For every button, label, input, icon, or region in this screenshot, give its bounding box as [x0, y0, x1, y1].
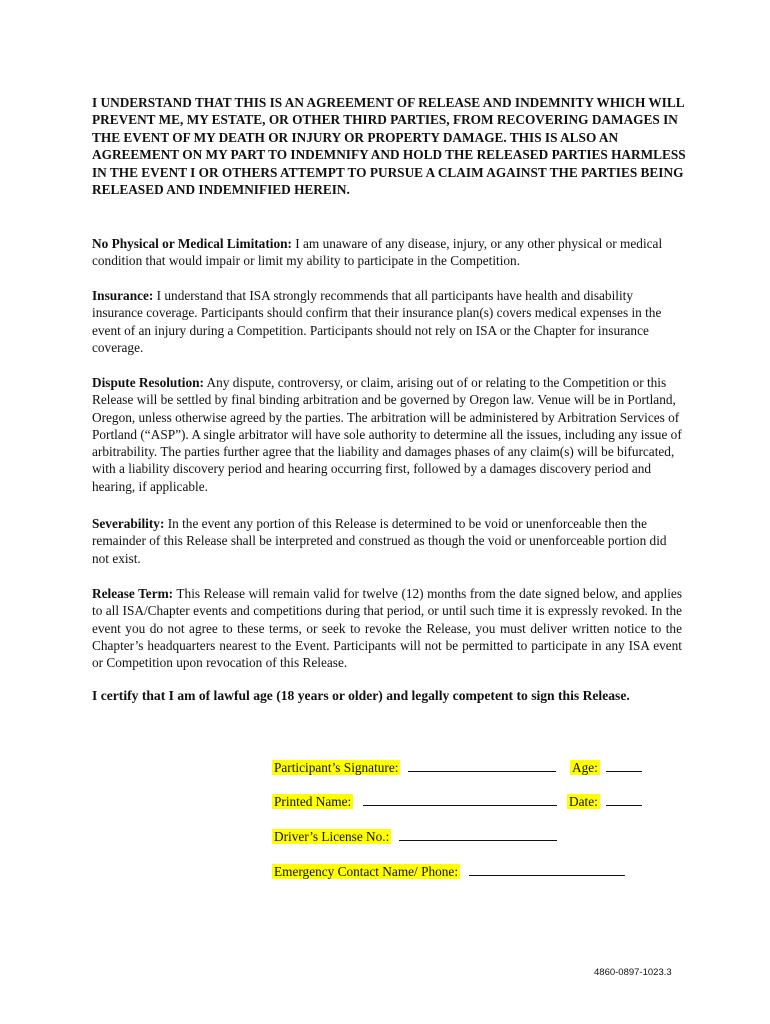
dispute-resolution-paragraph: [92, 374, 682, 495]
emergency-contact-label: Emergency Contact Name/ Phone:: [274, 864, 459, 879]
severability-body: In the event any portion of this Release is determined to be void or unenforceable then the remainder of this Release shall be interpreted and construed as though the void or unenforceable portion did not exist.: [92, 516, 667, 566]
license-field[interactable]: [399, 828, 557, 841]
release-term-body: This Release will remain valid for twelve (12) months from the date signed below, and applies to all ISA/Chapter events and competitions during that period, or until such time it is expressly revoked. In the event you do not agree to these terms, or seek to revoke the Release, you must deliver written notice to the Chapter’s headquarters nearest to the Event. Participants will not be permitted to participate in any ISA event or Competition upon revocation of this Release.: [92, 586, 682, 671]
emergency-contact-field[interactable]: [469, 863, 625, 876]
document-number: 4860-0897-1023.3: [594, 967, 672, 978]
physical-limitation-body: I am unaware of any disease, injury, or any other physical or medical condition that would impair or limit my ability to participate in the Competition.: [92, 236, 663, 269]
insurance-paragraph: [92, 287, 682, 356]
insurance-body: I understand that ISA strongly recommends that all participants have health and disability insurance coverage. Participants should confirm that their insurance plan(s) covers medical expenses in the event of an injury during a Competition. Participants should not rely on ISA or the Chapter for insurance coverage.: [92, 288, 662, 355]
severability-paragraph: [92, 515, 682, 567]
age-label: Age:: [572, 760, 598, 775]
printed-name-label: Printed Name:: [274, 794, 352, 809]
age-field[interactable]: [606, 759, 642, 772]
signature-label: Participant’s Signature:: [274, 760, 399, 775]
insurance-title: Insurance:: [92, 288, 154, 303]
severability-title: Severability:: [92, 516, 165, 531]
dispute-resolution-body: Any dispute, controversy, or claim, arising out of or relating to the Competition or this Release will be settled by final binding arbitration and be governed by Oregon law. Venue will be in Portland, Oregon, unless otherwise agreed by the parties. The arbitration will be administered by Arbitration Services of Portland (“ASP”). A single arbitrator will have sole authority to determine all the issues, including any issue of arbitrability. The parties further agree that the liability and damages phases of any claim(s) will be bifurcated, with a liability discovery period and hearing occurring first, followed by a damages discovery period and hearing, if applicable.: [92, 375, 682, 494]
certification-statement: I certify that I am of lawful age (18 years or older) and legally competent to sign this Release.: [92, 688, 630, 703]
physical-limitation-title: No Physical or Medical Limitation:: [92, 236, 292, 251]
printed-name-row: [272, 793, 557, 810]
license-label: Driver’s License No.:: [274, 829, 390, 844]
physical-limitation-paragraph: [92, 235, 682, 270]
printed-name-field[interactable]: [363, 793, 557, 806]
age-row: [570, 759, 642, 776]
dispute-resolution-title: Dispute Resolution:: [92, 375, 204, 390]
date-label: Date:: [569, 794, 598, 809]
signature-row: [272, 759, 556, 776]
date-row: [567, 793, 642, 810]
release-term-paragraph: [92, 585, 682, 671]
emergency-contact-row: [272, 863, 625, 880]
release-term-title: Release Term:: [92, 586, 174, 601]
license-row: [272, 828, 557, 845]
signature-field[interactable]: [408, 759, 556, 772]
date-field[interactable]: [606, 793, 642, 806]
release-heading: I UNDERSTAND THAT THIS IS AN AGREEMENT OF RELEASE AND INDEMNITY WHICH WILL PREVENT ME, MY ESTATE, OR OTHER THIRD PARTIES, FROM RECOVERING DAMAGES IN THE EVENT OF MY DEATH OR INJURY OR PROPERTY DAMAGE. THIS IS ALSO AN AGREEMENT ON MY PART TO INDEMNIFY AND HOLD THE RELEASED PARTIES HARMLESS IN THE EVENT I OR OTHERS ATTEMPT TO PURSUE A CLAIM AGAINST THE PARTIES BEING RELEASED AND INDEMNIFIED HEREIN.: [92, 95, 686, 198]
